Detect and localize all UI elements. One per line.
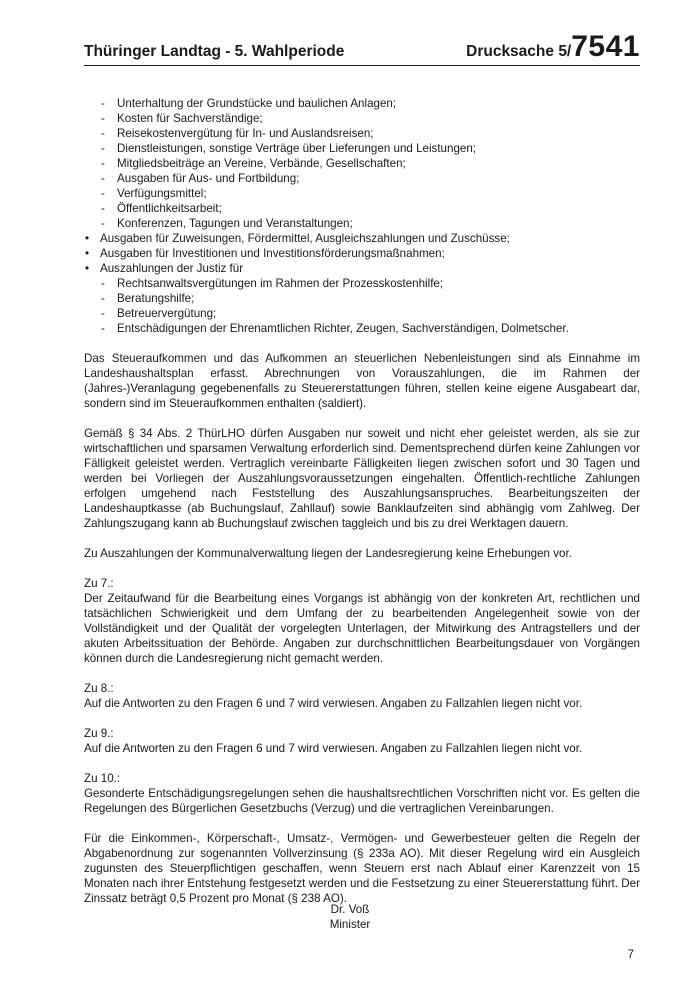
drucksache-reference [466, 30, 640, 64]
header-title: Thüringer Landtag - 5. Wahlperiode [84, 43, 345, 60]
paragraph-answer-7: Der Zeitaufwand für die Bearbeitung eines Vorgangs ist abhängig von der konkreten Art, rechtlichen und tatsächlichen Schwierigkeit und dem Umfang der zu bearbeitenden Angelegenheit sowie von der Vollständigkeit und der Qualität der vorgelegten Unterlagen, der Mitwirkung des Antragstellers und der akuten Arbeitssituation der Behörde. Angaben zur durchschnittlichen Bearbeitungsdauer von Vorgängen können durch die Landesregierung nicht gemacht werden. [84, 592, 640, 665]
list-item: - Konferenzen, Tagungen und Veranstaltungen; [84, 216, 640, 231]
signatory-name: Dr. Voß [330, 903, 370, 916]
document-body [84, 96, 640, 906]
bullet-item-justiz [84, 261, 640, 336]
list-item: - Reisekostenvergütung für In- und Auslandsreisen; [84, 126, 640, 141]
list-item: - Öffentlichkeitsarbeit; [84, 201, 640, 216]
bullet-list [84, 231, 640, 336]
section-heading-7: Zu 7.: [84, 577, 114, 590]
list-item: - Kosten für Sachverständige; [84, 111, 640, 126]
header-rule [84, 65, 640, 66]
drucksache-number: 7541 [571, 30, 640, 63]
bullet-item: • Ausgaben für Zuweisungen, Fördermittel, Ausgleichszahlungen und Zuschüsse; [84, 231, 640, 246]
paragraph-steueraufkommen: Das Steueraufkommen und das Aufkommen an steuerlichen Nebenleistungen sind als Einnahme im Landeshaushaltsplan erfasst. Abrechnungen von Vorauszahlungen, die im Rahmen der (Jahres-)Veranlagung gegebenenfalls zu Steuererstattungen führen, stellen keine eigene Ausgabeart dar, sondern sind im Steueraufkommen enthalten (saldiert). [84, 352, 640, 410]
list-item: - Ausgaben für Aus- und Fortbildung; [84, 171, 640, 186]
section-heading-9: Zu 9.: [84, 727, 114, 740]
signature-block [0, 902, 700, 932]
paragraph-answer-9: Auf die Antworten zu den Fragen 6 und 7 wird verwiesen. Angaben zu Fallzahlen liegen nicht vor. [84, 742, 583, 755]
list-item: - Rechtsanwaltsvergütungen im Rahmen der Prozesskostenhilfe; [84, 276, 640, 291]
paragraph-kommunalverwaltung: Zu Auszahlungen der Kommunalverwaltung liegen der Landesregierung keine Erhebungen vor. [84, 547, 572, 560]
signatory-role: Minister [329, 918, 371, 931]
bullet-item: • Ausgaben für Investitionen und Investitionsförderungsmaßnahmen; [84, 246, 640, 261]
paragraph-answer-8: Auf die Antworten zu den Fragen 6 und 7 wird verwiesen. Angaben zu Fallzahlen liegen nicht vor. [84, 697, 583, 710]
justiz-list [100, 276, 640, 336]
paragraph-answer-10: Gesonderte Entschädigungsregelungen sehen die haushaltsrechtlichen Vorschriften nicht vor. Es gelten die Regelungen des Bürgerlichen Gesetzbuchs (Verzug) und die vertraglichen Vereinbarungen. [84, 787, 640, 815]
paragraph-thuerlho: Gemäß § 34 Abs. 2 ThürLHO dürfen Ausgaben nur soweit und nicht eher geleistet werden, als sie zur wirtschaftlichen und sparsamen Verwaltung erforderlich sind. Dementsprechend dürfen keine Zahlungen vor Fälligkeit geleistet werden. Vertraglich vereinbarte Fälligkeiten liegen zwischen sofort und 30 Tagen und werden bei Vorliegen der Auszahlungsvoraussetzungen eingehalten. Öffentlich-rechtliche Zahlungen erfolgen umgehend nach Feststellung des Auszahlungsanspruches. Bearbeitungszeiten der Landeshauptkasse (ab Buchungslauf, Zahllauf) sowie Banklaufzeiten sind abhängig vom Zahlweg. Der Zahlungszugang kann ab Buchungslauf zwischen taggleich und bis zu drei Werktagen dauern. [84, 427, 640, 530]
list-item: - Dienstleistungen, sonstige Verträge über Lieferungen und Leistungen; [84, 141, 640, 156]
page-number: 7 [627, 948, 634, 961]
page-header [84, 30, 640, 64]
expense-list [84, 96, 640, 231]
list-item: - Betreuervergütung; [84, 306, 640, 321]
list-item: - Beratungshilfe; [84, 291, 640, 306]
list-item: - Unterhaltung der Grundstücke und baulichen Anlagen; [84, 96, 640, 111]
paragraph-vollverzinsung: Für die Einkommen-, Körperschaft-, Umsatz-, Vermögen- und Gewerbesteuer gelten die Regeln der Abgabenordnung zur sogenannten Vollverzinsung (§ 233a AO). Mit dieser Regelung wird ein Ausgleich zugunsten des Steuerpflichtigen geschaffen, wenn Steuern erst nach Ablauf einer Karenzzeit von 15 Monaten nach ihrer Entstehung festgesetzt werden und die Festsetzung zu einer Steuererstattung führt. Der Zinssatz beträgt 0,5 Prozent pro Monat (§ 238 AO). [84, 832, 640, 905]
section-heading-8: Zu 8.: [84, 682, 114, 695]
list-item: - Mitgliedsbeiträge an Vereine, Verbände, Gesellschaften; [84, 156, 640, 171]
drucksache-label: Drucksache 5/ [466, 43, 572, 60]
bullet-item-text: Auszahlungen der Justiz für [100, 262, 244, 275]
list-item: - Entschädigungen der Ehrenamtlichen Richter, Zeugen, Sachverständigen, Dolmetscher. [84, 321, 640, 336]
list-item: - Verfügungsmittel; [84, 186, 640, 201]
section-heading-10: Zu 10.: [84, 772, 121, 785]
